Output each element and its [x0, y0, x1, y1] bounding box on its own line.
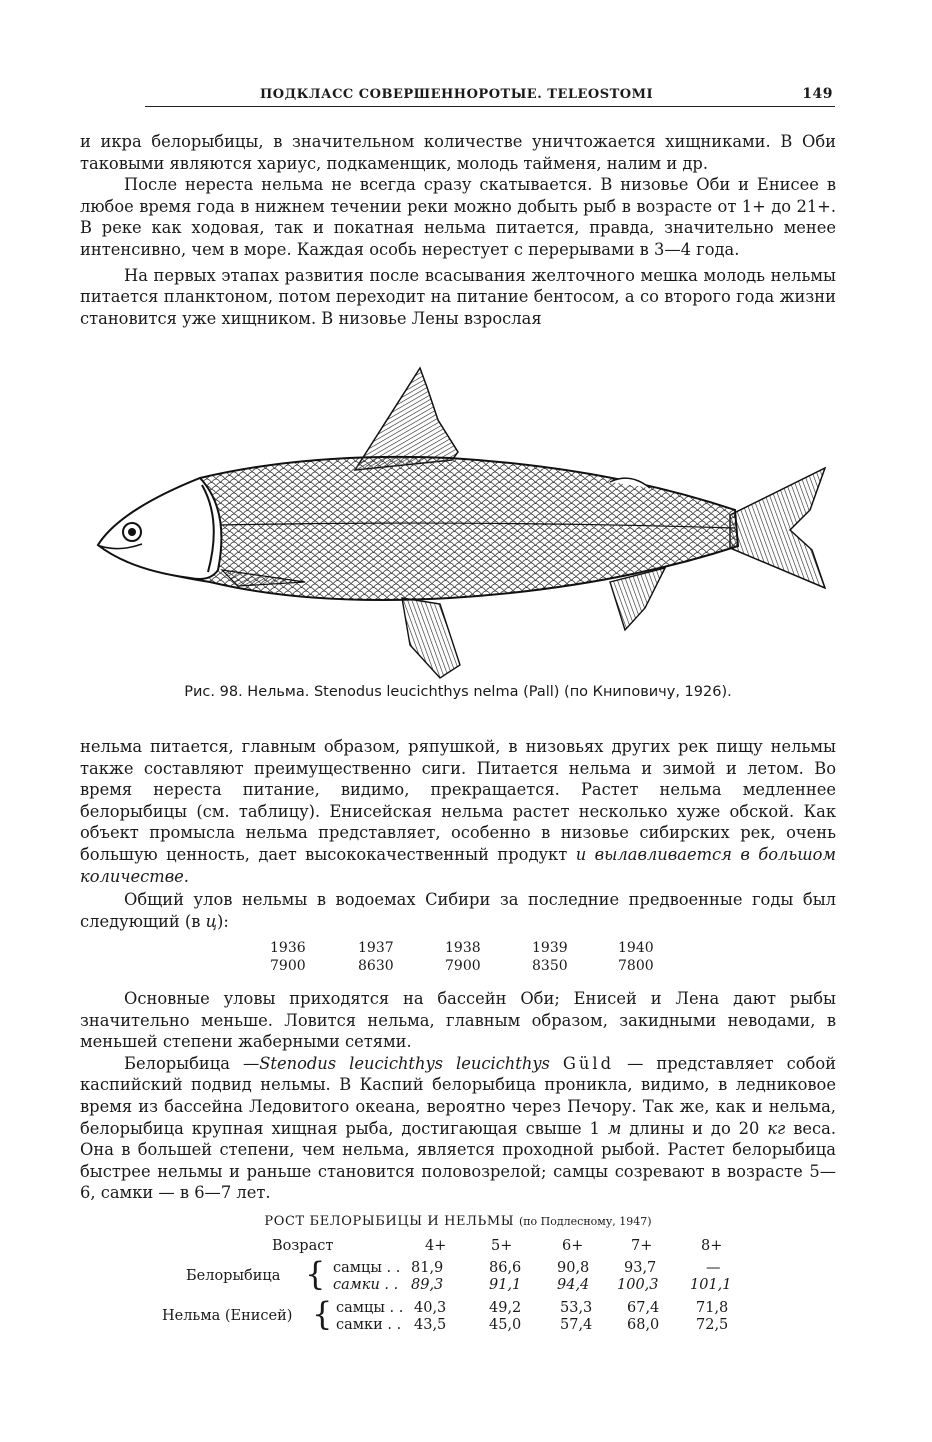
figure-caption: Рис. 98. Нельма. Stenodus leucichthys nelma (Pall) (по Книповичу, 1926). [184, 684, 732, 700]
brace: { [312, 1295, 333, 1333]
dorsal-fin [355, 368, 458, 470]
fish-illustration [90, 360, 842, 685]
value-cell: 45,0 [489, 1317, 522, 1333]
pelvic-fin [402, 598, 460, 678]
value-cell: 72,5 [696, 1317, 729, 1333]
age-header: 4+ [425, 1238, 447, 1254]
value-cell: 81,9 [411, 1260, 444, 1276]
age-header: 8+ [701, 1238, 723, 1254]
running-header [145, 84, 835, 107]
age-header: 7+ [631, 1238, 653, 1254]
catch-value: 8630 [358, 958, 394, 974]
age-header: 5+ [491, 1238, 513, 1254]
value-cell: 53,3 [560, 1300, 593, 1316]
catch-value: 7900 [445, 958, 481, 974]
sex-label: самки . . [333, 1277, 399, 1293]
sex-label: самки . . [336, 1317, 402, 1333]
value-cell: 43,5 [414, 1317, 447, 1333]
paragraph-3: На первых этапах развития после всасывания желточного мешка молодь нельмы питается планктоном, потом переходит на питание бентосом, а со второго года жизни становится уже хищником. В низовье Лены взрослая [80, 265, 836, 328]
catch-year: 1939 [532, 940, 568, 956]
catch-value: 7800 [618, 958, 654, 974]
age-header: 6+ [562, 1238, 584, 1254]
value-cell: 93,7 [624, 1260, 657, 1276]
text-block-top [80, 131, 836, 329]
value-cell: — [706, 1260, 721, 1276]
value-cell: 101,1 [690, 1277, 732, 1293]
paragraph-1: и икра белорыбицы, в значительном количестве уничтожается хищниками. В Оби таковыми являются хариус, подкаменщик, молодь тайменя, налим и др. [80, 132, 836, 173]
fish-head [98, 478, 221, 579]
value-cell: 71,8 [696, 1300, 729, 1316]
value-cell: 49,2 [489, 1300, 522, 1316]
text-block-bottom [80, 988, 836, 1204]
sex-label: самцы . . [336, 1300, 404, 1316]
caudal-fin [730, 468, 825, 588]
value-cell: 40,3 [414, 1300, 447, 1316]
value-cell: 57,4 [560, 1317, 593, 1333]
brace: { [305, 1255, 326, 1293]
catch-year: 1940 [618, 940, 654, 956]
growth-table-title: РОСТ БЕЛОРЫБИЦЫ И НЕЛЬМЫ (по Подлесному, 1947) [264, 1214, 652, 1229]
group-name: Нельма (Енисей) [162, 1308, 293, 1324]
value-cell: 90,8 [557, 1260, 590, 1276]
catch-value: 7900 [270, 958, 306, 974]
sex-label: самцы . . [333, 1260, 401, 1276]
catch-year: 1936 [270, 940, 306, 956]
paragraph-5: Общий улов нельмы в водоемах Сибири за последние предвоенные годы был следующий (в ц): [80, 890, 836, 931]
text-block-middle [80, 736, 836, 932]
group-name: Белорыбица [186, 1268, 281, 1284]
catch-year: 1937 [358, 940, 394, 956]
catch-year: 1938 [445, 940, 481, 956]
paragraph-4: нельма питается, главным образом, ряпушкой, в низовьях других рек пищу нельмы также составляют преимущественно сиги. Питается нельма и зимой и летом. Во время нереста питание, видимо, прекращается. Растет нельма медленнее белорыбицы (см. таблицу). Енисейская нельма растет несколько хуже обской. Как объект промысла нельма представляет, особенно в низовье сибирских рек, очень большую ценность, дает высококачественный продукт и вылавливается в большом количестве. [80, 737, 836, 886]
value-cell: 100,3 [617, 1277, 659, 1293]
value-cell: 68,0 [627, 1317, 660, 1333]
value-cell: 94,4 [557, 1277, 590, 1293]
value-cell: 89,3 [411, 1277, 444, 1293]
catch-value: 8350 [532, 958, 568, 974]
age-label: Возраст [272, 1238, 334, 1254]
value-cell: 67,4 [627, 1300, 660, 1316]
value-cell: 86,6 [489, 1260, 522, 1276]
paragraph-2: После нереста нельма не всегда сразу скатывается. В низовье Оби и Енисее в любое время года в нижнем течении реки можно добыть рыб в возрасте от 1+ до 21+. В реке как ходовая, так и покатная нельма питается, правда, значительно менее интенсивно, чем в море. Каждая особь нерестует с перерывами в 3—4 года. [80, 175, 836, 259]
page-number: 149 [802, 86, 833, 102]
header-title: ПОДКЛАСС СОВЕРШЕННОРОТЫЕ. TELEOSTOMI [260, 87, 654, 102]
paragraph-6: Основные уловы приходятся на бассейн Оби; Енисей и Лена дают рыбы значительно меньше. Ловится нельма, главным образом, закидными неводами, в меньшей степени жаберными сетями. [80, 989, 836, 1052]
paragraph-7: Белорыбица —Stenodus leucichthys leucichthys Güld — представляет собой каспийский подвид нельмы. В Каспий белорыбица проникла, видимо, в ледниковое время из бассейна Ледовитого океана, вероятно через Печору. Так же, как и нельма, белорыбица крупная хищная рыба, достигающая свыше 1 м длины и до 20 кг веса. Она в большей степени, чем нельма, является проходной рыбой. Растет белорыбица быстрее нельмы и раньше становится половозрелой; самцы созревают в возрасте 5—6, самки — в 6—7 лет. [80, 1053, 836, 1203]
value-cell: 91,1 [489, 1277, 522, 1293]
